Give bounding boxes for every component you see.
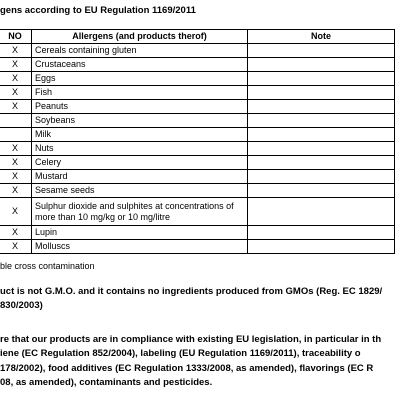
row-note xyxy=(248,128,395,142)
row-allergen: Sesame seeds xyxy=(32,184,248,198)
row-note xyxy=(248,240,395,254)
row-no: X xyxy=(0,226,32,240)
row-no xyxy=(0,114,32,128)
table-row xyxy=(0,128,395,142)
table-row xyxy=(0,100,395,114)
eu-compliance-statement xyxy=(0,333,400,390)
row-note xyxy=(248,142,395,156)
gmo-statement-line: 830/2003) xyxy=(0,300,43,311)
row-no: X xyxy=(0,58,32,72)
row-no: X xyxy=(0,184,32,198)
gmo-statement-line: uct is not G.M.O. and it contains no ingredients produced from GMOs (Reg. EC 1829/ xyxy=(0,286,383,297)
table-row xyxy=(0,184,395,198)
header-note: Note xyxy=(248,30,395,44)
row-no: X xyxy=(0,86,32,100)
table-row xyxy=(0,72,395,86)
row-note xyxy=(248,170,395,184)
row-no: X xyxy=(0,44,32,58)
row-note xyxy=(248,184,395,198)
section-heading: gens according to EU Regulation 1169/2011 xyxy=(0,5,196,16)
row-no xyxy=(0,128,32,142)
table-row xyxy=(0,86,395,100)
row-no: X xyxy=(0,72,32,86)
table-row xyxy=(0,44,395,58)
row-note xyxy=(248,100,395,114)
table-row xyxy=(0,142,395,156)
row-allergen: Peanuts xyxy=(32,100,248,114)
table-row xyxy=(0,240,395,254)
row-note xyxy=(248,44,395,58)
table-row xyxy=(0,170,395,184)
row-note xyxy=(248,156,395,170)
row-allergen: Cereals containing gluten xyxy=(32,44,248,58)
eu-statement-line: 08, as amended), contaminants and pesticides. xyxy=(0,376,213,388)
row-no: X xyxy=(0,156,32,170)
row-no: X xyxy=(0,240,32,254)
cross-contamination-note: ble cross contamination xyxy=(0,261,95,271)
gmo-statement xyxy=(0,285,400,313)
table-row xyxy=(0,114,395,128)
table-header-row xyxy=(0,30,395,44)
row-note xyxy=(248,72,395,86)
row-note xyxy=(248,198,395,226)
row-allergen: Milk xyxy=(32,128,248,142)
row-allergen: Crustaceans xyxy=(32,58,248,72)
row-no: X xyxy=(0,142,32,156)
row-no: X xyxy=(0,198,32,226)
row-allergen: Eggs xyxy=(32,72,248,86)
row-note xyxy=(248,58,395,72)
header-no: NO xyxy=(0,30,32,44)
table-row xyxy=(0,226,395,240)
table-row xyxy=(0,198,395,226)
row-allergen: Lupin xyxy=(32,226,248,240)
row-note xyxy=(248,86,395,100)
row-allergen: Molluscs xyxy=(32,240,248,254)
row-no: X xyxy=(0,100,32,114)
row-allergen: Soybeans xyxy=(32,114,248,128)
allergens-table xyxy=(0,29,395,254)
header-allergens: Allergens (and products therof) xyxy=(32,30,248,44)
row-allergen: Sulphur dioxide and sulphites at concentrations of more than 10 mg/kg or 10 mg/litre xyxy=(32,198,248,226)
table-row xyxy=(0,156,395,170)
eu-statement-line: iene (EC Regulation 852/2004), labeling (EU Regulation 1169/2011), traceability o xyxy=(0,348,361,360)
row-allergen: Mustard xyxy=(32,170,248,184)
row-no: X xyxy=(0,170,32,184)
eu-statement-line: 178/2002), food additives (EC Regulation 1333/2008, as amended), flavorings (EC R xyxy=(0,362,374,374)
row-allergen: Celery xyxy=(32,156,248,170)
row-note xyxy=(248,114,395,128)
row-note xyxy=(248,226,395,240)
eu-statement-line: re that our products are in compliance with existing EU legislation, in particular in th xyxy=(0,334,382,345)
row-allergen: Fish xyxy=(32,86,248,100)
row-allergen: Nuts xyxy=(32,142,248,156)
table-row xyxy=(0,58,395,72)
